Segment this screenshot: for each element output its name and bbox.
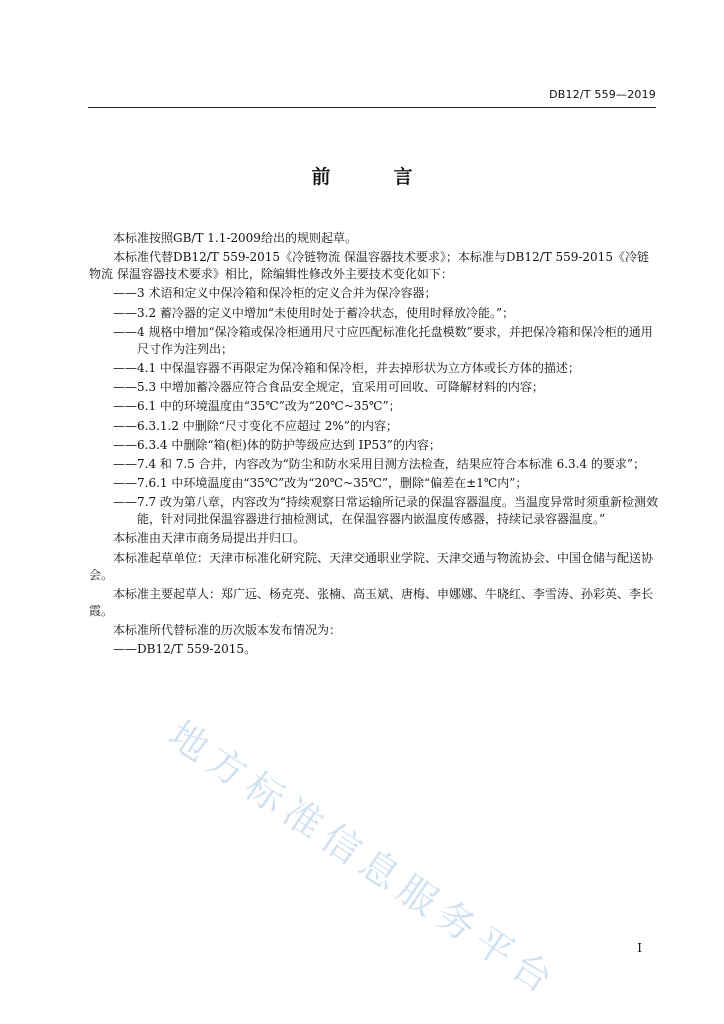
paragraph-replacement: 本标准代替DB12/T 559-2015《冷链物流 保温容器技术要求》；本标准与DB12/T 559-2015《冷链物流 保温容器技术要求》相比，除编辑性修改外主要技术变化如下： [89,250,649,282]
list-item: ——6.3.4 中删除“箱(柜)体的防护等级应达到 IP53”的内容； [113,437,441,452]
paragraph-history-intro: 本标准所代替标准的历次版本发布情况为： [113,623,342,637]
changes-list [89,285,659,528]
list-item: ——7.6.1 中环境温度由“35℃”改为“20℃~35℃”，删除“偏差在±1℃内”； [113,476,528,491]
list-item: ——7.4 和 7.5 合并，内容改为“防尘和防水采用目测方法检查，结果应符合本标准 6.3.4 的要求”； [113,456,646,471]
paragraph-drafting-rules: 本标准按照GB/T 1.1-2009给出的规则起草。 [113,231,357,245]
header-rule [88,107,656,108]
list-item: ——4.1 中保温容器不再限定为保冷箱和保冷柜，并去掉形状为立方体或长方体的描述； [113,360,580,375]
watermark: 地方标准信息服务平台 [160,712,567,1006]
list-item: ——6.3.1.2 中删除“尺寸变化不应超过 2%”的内容； [113,418,398,433]
document-code: DB12/T 559—2019 [549,88,656,101]
list-item: ——DB12/T 559-2015。 [113,642,257,657]
list-item: ——5.3 中增加蓄冷器应符合食品安全规定，宜采用可回收、可降解材料的内容； [113,380,544,395]
list-item: ——4 规格中增加“保冷箱或保冷柜通用尺寸应匹配标准化托盘模数”要求，并把保冷箱和保冷柜的通用尺寸作为注列出； [113,324,653,356]
paragraph-proposer: 本标准由天津市商务局提出并归口。 [113,531,306,546]
section-title: 前 言 [311,166,435,188]
list-item: ——3.2 蓄冷器的定义中增加“未使用时处于蓄冷状态，使用时释放冷能。”； [113,305,515,320]
history-list [89,641,659,658]
paragraph-drafters: 本标准主要起草人：郑广远、杨克亮、张楠、高玉斌、唐梅、申娜娜、牛晓红、李雪涛、孙彩英、李长霞。 [89,586,654,618]
list-item: ——3 术语和定义中保冷箱和保冷柜的定义合并为保冷容器； [113,286,437,301]
paragraph-drafting-units: 本标准起草单位：天津市标准化研究院、天津交通职业学院、天津交通与物流协会、中国仓储与配送协会。 [89,550,654,582]
document-body [89,230,659,660]
list-item: ——6.1 中的环境温度由“35℃”改为“20℃~35℃”； [113,399,401,414]
page-number: I [637,941,642,955]
list-item: ——7.7 改为第八章，内容改为“持续观察日常运输所记录的保温容器温度。当温度异常时须重新检测效能，针对同批保温容器进行抽检测试，在保温容器内嵌温度传感器，持续记录容器温度。” [113,495,659,527]
